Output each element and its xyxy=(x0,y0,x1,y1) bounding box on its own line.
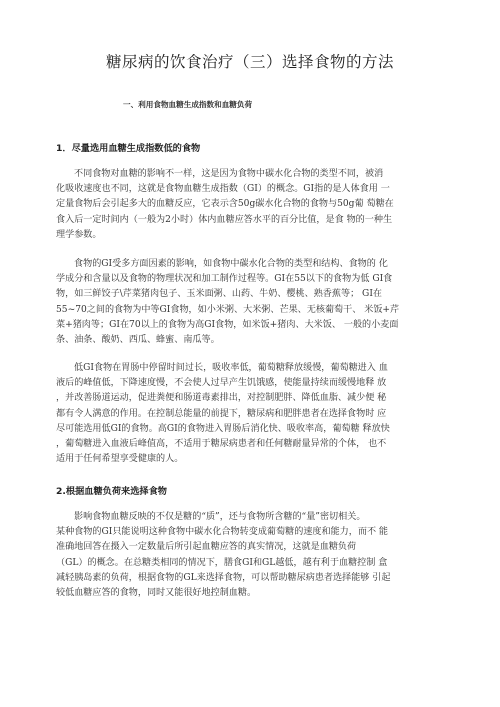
page-title: 糖尿病的饮食治疗（三）选择食物的方法 xyxy=(105,53,394,71)
section1-paragraph-1 xyxy=(56,167,456,243)
section2-paragraph-1 xyxy=(56,510,456,601)
text-line: 不同食物对血糖的影响不一样，这是因为食物中碳水化合物的类型不同，被消 xyxy=(74,169,384,179)
text-line: 都有令人满意的作用。在控制总能量的前提下，糖尿病和肥胖患者在选择食物时 应 xyxy=(56,408,387,419)
text-line: （GL）的概念。在总糖类相同的情况下，膳食GI和GL越低，越有利于血糖控制 盒 xyxy=(56,557,388,568)
text-line: 减轻胰岛素的负荷，根据食物的GL来选择食物，可以帮助糖尿病患者选择能够 引起 xyxy=(56,572,391,583)
text-line: 低GI食物在胃肠中停留时间过长，吸收率低，葡萄糖释放缓慢，葡萄糖进入 血 xyxy=(74,363,388,373)
section-subtitle: 一、利用食物血糖生成指数和血糖负荷 xyxy=(123,100,253,109)
text-line: 菜+猪肉等；GI在70以上的食物为高GI食物，如米饭+猪肉、大米饭、 一般的小麦面 xyxy=(56,319,399,330)
section1-paragraph-2 xyxy=(56,257,456,348)
text-line: ，并改善肠道运动，促进粪便和肠道毒素排出，对控制肥胖、降低血脂、减少便 秘 xyxy=(56,393,387,404)
text-line: 食物的GI受多方面因素的影响，如食物中碳水化合物的类型和结构、食物的 化 xyxy=(74,259,388,269)
section1-heading: 1．尽量选用血糖生成指数低的食物 xyxy=(56,143,201,154)
text-line: 定量食物后会引起多大的血糖反应，它表示含50g碳水化合物的食物与50g葡 萄糖在 xyxy=(56,199,394,210)
text-line: 条、油条、酸奶、西瓜、蜂蜜、南瓜等。 xyxy=(56,335,220,346)
text-line: 食入后一定时间内（一般为2小时）体内血糖应答水平的百分比值，是食 物的一种生 xyxy=(56,214,393,225)
text-line: 液后的峰值低，下降速度慢，不会使人过早产生饥饿感，使能量持续而缓慢地释 放 xyxy=(56,378,387,389)
text-line: 55~70之间的食物为中等GI食物，如小米粥、大米粥、芒果、无核葡萄干、 米饭+芹 xyxy=(56,304,400,315)
text-line: 较低血糖应答的食物，同时又能很好地控制血糖。 xyxy=(56,588,257,599)
text-line: 某种食物的GI只能说明这种食物中碳水化合物转变成葡萄糖的速度和能力，而不 能 xyxy=(56,527,389,538)
text-line: 影响食物血糖反映的不仅是糖的“质”，还与食物所含糖的“量”密切相关。 xyxy=(74,512,366,522)
text-line: 适用于任何希望享受健康的人。 xyxy=(56,454,184,465)
section1-paragraph-3 xyxy=(56,361,456,467)
text-line: 理学参数。 xyxy=(56,229,102,240)
section2-heading: 2.根据血糖负荷来选择食物 xyxy=(56,486,167,497)
text-line: 学成分和含量以及食物的物理状况和加工制作过程等。GI在55以下的食物为低 GI食 xyxy=(56,274,393,285)
text-line: 准确地回答在摄入一定数量后所引起血糖应答的真实情况，这就是血糖负荷 xyxy=(56,542,357,553)
text-line: 物，如三鲜饺子\芹菜猪肉包子、玉米面粥、山药、牛奶、樱桃、熟香蕉等； GI在 xyxy=(56,289,382,300)
text-line: 化吸收速度也不同，这就是食物血糖生成指数（GI）的概念。GI指的是人体食用 一 xyxy=(56,184,390,195)
text-line: 尽可能选用低GI的食物。高GI的食物进入胃肠后消化快、吸收率高，葡萄糖 释放快 xyxy=(56,423,390,434)
text-line: ，葡萄糖进入血液后峰值高，不适用于糖尿病患者和任何糖耐量异常的个体， 也不 xyxy=(56,439,387,450)
